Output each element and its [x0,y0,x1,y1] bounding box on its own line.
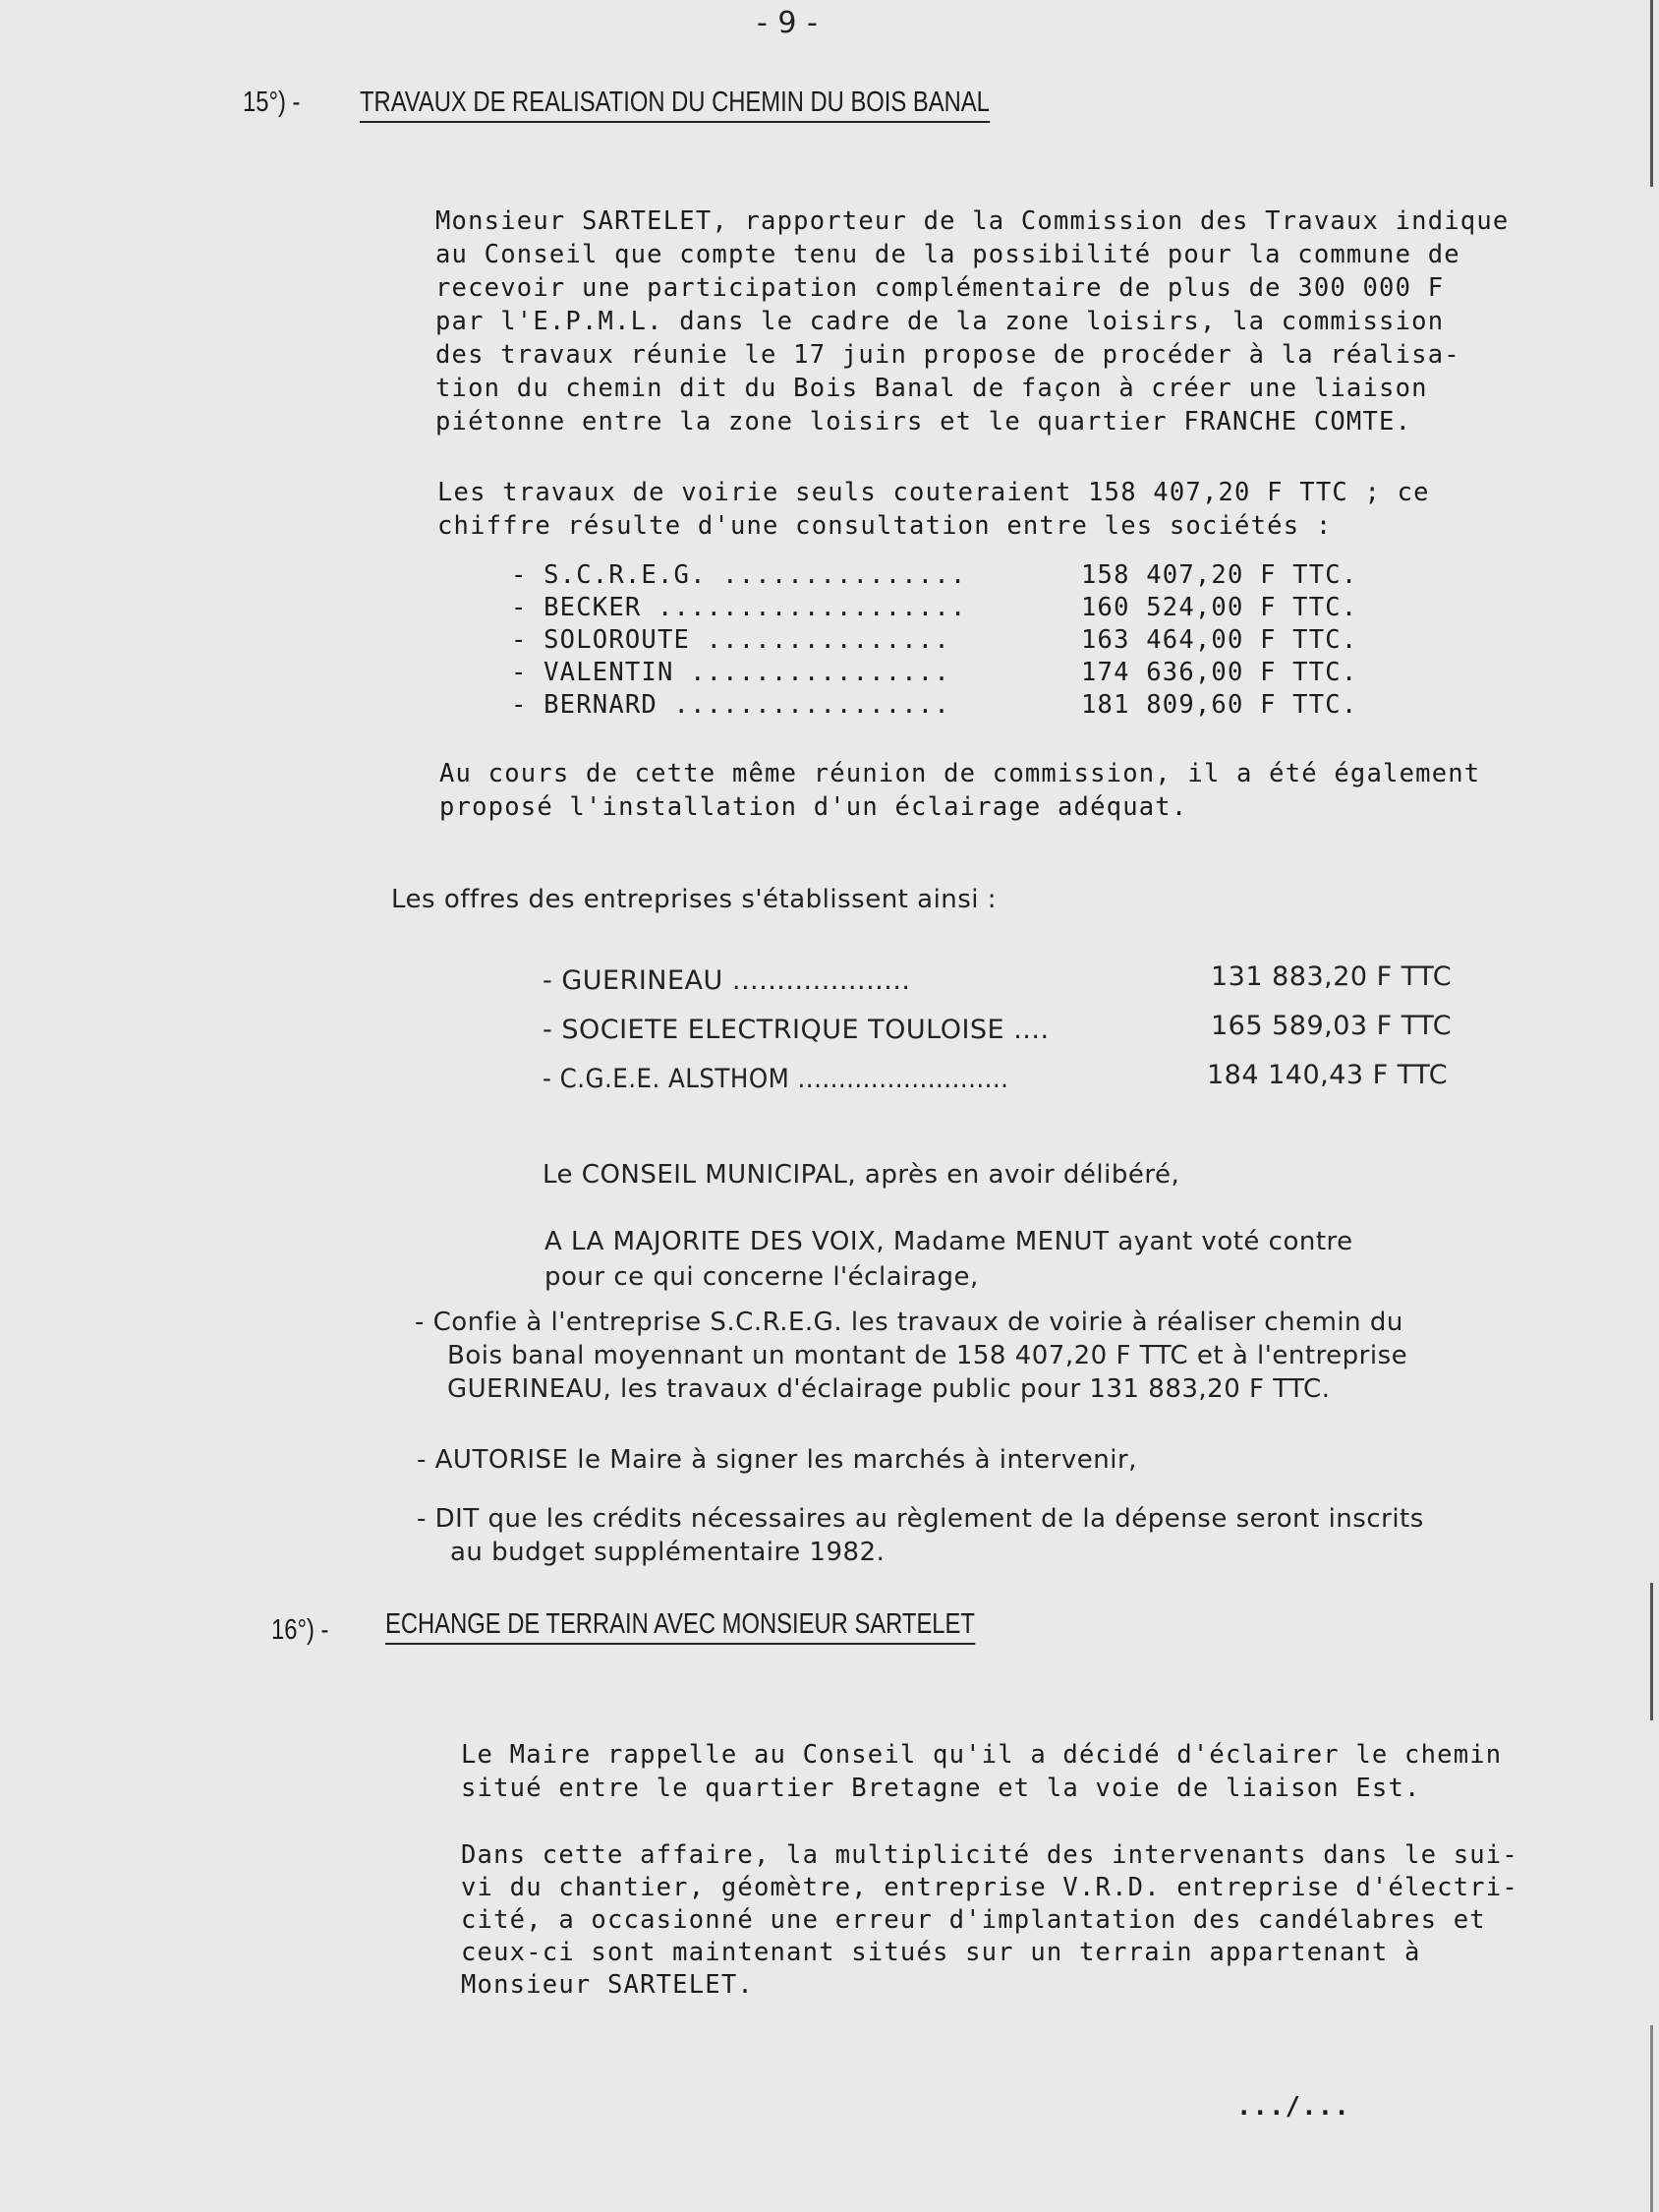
offers-intro: Les offres des entreprises s'établissent ainsi : [391,885,998,914]
scan-edge-mark [1650,1583,1653,1720]
text-line: Dans cette affaire, la multiplicité des intervenants dans le sui- [461,1840,1518,1870]
text-line: cité, a occasionné une erreur d'implantation des candélabres et [461,1905,1486,1935]
text-line: Au cours de cette même réunion de commission, il a été également [439,759,1481,788]
offer-amount: 174 636,00 F TTC. [1081,658,1358,687]
text-line: GUERINEAU, les travaux d'éclairage public pour 131 883,20 F TTC. [447,1374,1331,1404]
section-16-title: ECHANGE DE TERRAIN AVEC MONSIEUR SARTELET [385,1608,975,1645]
text-line: Le Maire rappelle au Conseil qu'il a décidé d'éclairer le chemin [461,1740,1503,1770]
text-line: - DIT que les crédits nécessaires au règlement de la dépense seront inscrits [417,1504,1424,1534]
offer-name: - VALENTIN ................ [511,658,950,687]
text-line: au budget supplémentaire 1982. [450,1538,886,1567]
offer-amount: 165 589,03 F TTC [1211,1011,1453,1041]
text-line: proposé l'installation d'un éclairage adéquat. [439,792,1188,822]
text-line: par l'E.P.M.L. dans le cadre de la zone loisirs, la commission [435,307,1445,336]
text-line: Les travaux de voirie seuls couteraient 158 407,20 F TTC ; ce [437,478,1430,507]
offer-name: - SOLOROUTE ............... [511,625,950,655]
offer-name: - BECKER ................... [511,593,967,622]
offer-amount: 181 809,60 F TTC. [1081,690,1358,720]
text-line: ceux-ci sont maintenant situés sur un terrain appartenant à [461,1938,1421,1967]
offer-amount: 160 524,00 F TTC. [1081,593,1358,622]
offer-amount: 158 407,20 F TTC. [1081,560,1358,590]
continuation-mark: .../... [1236,2092,1350,2122]
text-line: Monsieur SARTELET, rapporteur de la Commission des Travaux indique [435,206,1510,236]
text-line: situé entre le quartier Bretagne et la voie de liaison Est. [461,1774,1421,1803]
section-15-title: TRAVAUX DE REALISATION DU CHEMIN DU BOIS BANAL [360,87,990,123]
text-line: tion du chemin dit du Bois Banal de façon à créer une liaison [435,374,1428,403]
offer-name: - GUERINEAU .................... [543,965,911,996]
text-line: des travaux réunie le 17 juin propose de procéder à la réalisa- [435,340,1460,370]
text-line: recevoir une participation complémentaire de plus de 300 000 F [435,273,1445,303]
text-line: - Confie à l'entreprise S.C.R.E.G. les travaux de voirie à réaliser chemin du [415,1308,1403,1337]
section-15-number: 15°) - [243,87,301,118]
section-16-number: 16°) - [271,1614,329,1646]
text-line: Bois banal moyennant un montant de 158 407,20 F TTC et à l'entreprise [447,1341,1408,1370]
text-line: au Conseil que compte tenu de la possibilité pour la commune de [435,240,1460,269]
offer-name: - C.G.E.E. ALSTHOM .......................... [543,1064,1009,1094]
decision-autorise: - AUTORISE le Maire à signer les marchés à intervenir, [417,1445,1137,1475]
offer-name: - S.C.R.E.G. ............... [511,560,967,590]
text-line: piétonne entre la zone loisirs et le quartier FRANCHE COMTE. [435,407,1412,437]
scan-edge-mark [1650,0,1653,187]
offer-amount: 163 464,00 F TTC. [1081,625,1358,655]
offer-amount: 184 140,43 F TTC [1207,1060,1449,1090]
text-line: vi du chantier, géomètre, entreprise V.R.D. entreprise d'électri- [461,1873,1518,1902]
text-line: Monsieur SARTELET. [461,1970,754,2000]
text-line: chiffre résulte d'une consultation entre les sociétés : [437,511,1333,541]
text-line: A LA MAJORITE DES VOIX, Madame MENUT ayant voté contre [544,1227,1353,1256]
offer-name: - SOCIETE ELECTRIQUE TOULOISE .... [543,1015,1050,1045]
text-line: pour ce qui concerne l'éclairage, [544,1262,979,1292]
page-number: - 9 - [757,6,819,40]
offer-amount: 131 883,20 F TTC [1211,961,1453,992]
offer-name: - BERNARD ................. [511,690,950,720]
council-statement: Le CONSEIL MUNICIPAL, après en avoir délibéré, [543,1160,1180,1190]
scan-edge-mark [1650,2025,1653,2212]
